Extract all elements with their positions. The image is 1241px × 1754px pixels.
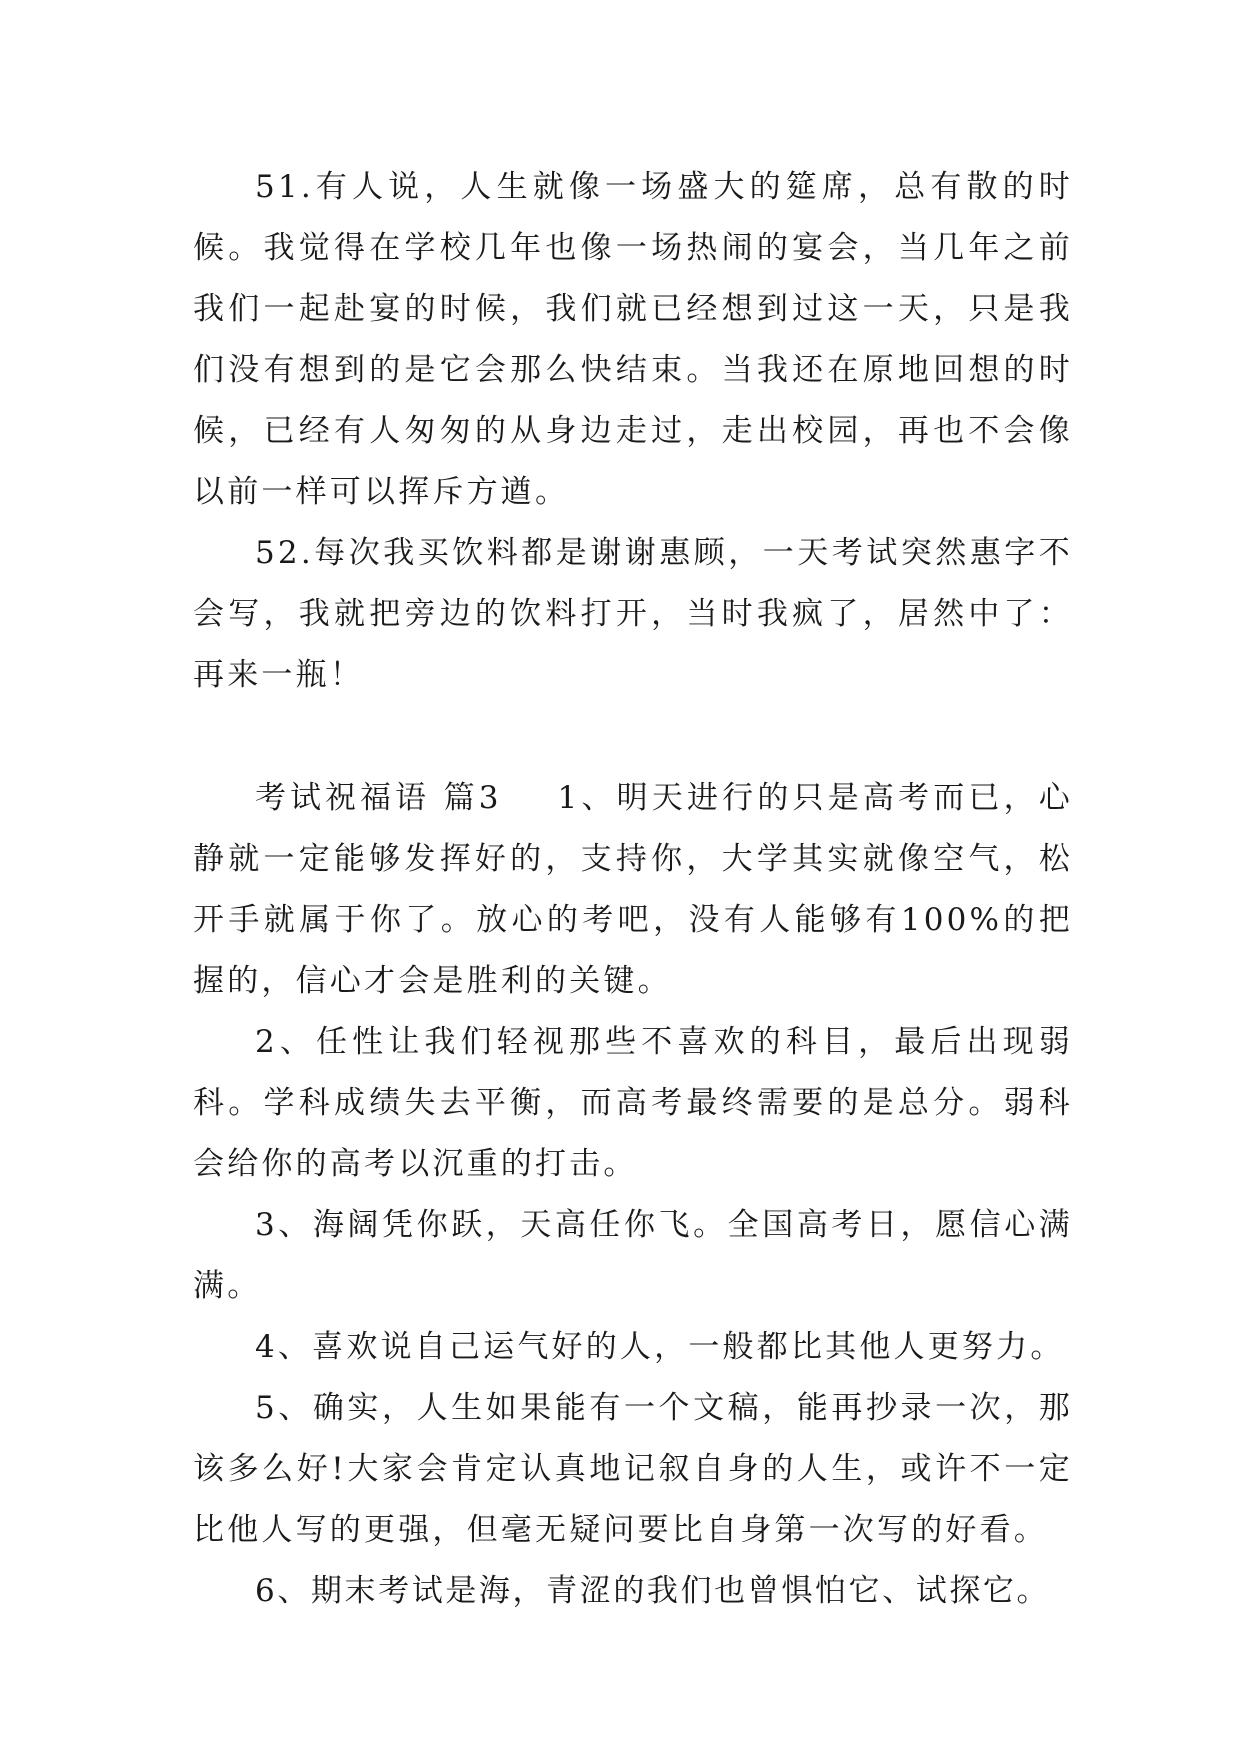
document-body (193, 157, 1073, 1622)
list-item-5: 5、确实，人生如果能有一个文稿，能再抄录一次，那该多么好!大家会肯定认真地记叙自身的人生，或许不一定比他人写的更强，但毫无疑问要比自身第一次写的好看。 (193, 1390, 1073, 1548)
list-item-2: 2、任性让我们轻视那些不喜欢的科目，最后出现弱科。学科成绩失去平衡，而高考最终需要的是总分。弱科会给你的高考以沉重的打击。 (193, 1024, 1073, 1182)
list-item-1: 1、明天进行的只是高考而已，心静就一定能够发挥好的，支持你，大学其实就像空气，松开手就属于你了。放心的考吧，没有人能够有100%的把握的，信心才会是胜利的关键。 (193, 780, 1073, 999)
section-gap (193, 706, 1073, 768)
paragraph-51: 51.有人说，人生就像一场盛大的筵席，总有散的时候。我觉得在学校几年也像一场热闹的宴会，当几年之前我们一起赴宴的时候，我们就已经想到过这一天，只是我们没有想到的是它会那么快结束。当我还在原地回想的时候，已经有人匆匆的从身边走过，走出校园，再也不会像以前一样可以挥斥方遒。 (193, 169, 1073, 510)
list-item-6: 6、期末考试是海，青涩的我们也曾惧怕它、试探它。 (255, 1573, 1051, 1609)
list-item-4: 4、喜欢说自己运气好的人，一般都比其他人更努力。 (255, 1329, 1065, 1365)
section-intro (193, 768, 1073, 1012)
section-title: 考试祝福语 篇3 (255, 780, 502, 816)
list-item-3: 3、海阔凭你跃，天高任你飞。全国高考日，愿信心满满。 (193, 1207, 1073, 1304)
paragraph-52: 52.每次我买饮料都是谢谢惠顾，一天考试突然惠字不会写，我就把旁边的饮料打开，当时我疯了，居然中了：再来一瓶！ (193, 535, 1073, 693)
